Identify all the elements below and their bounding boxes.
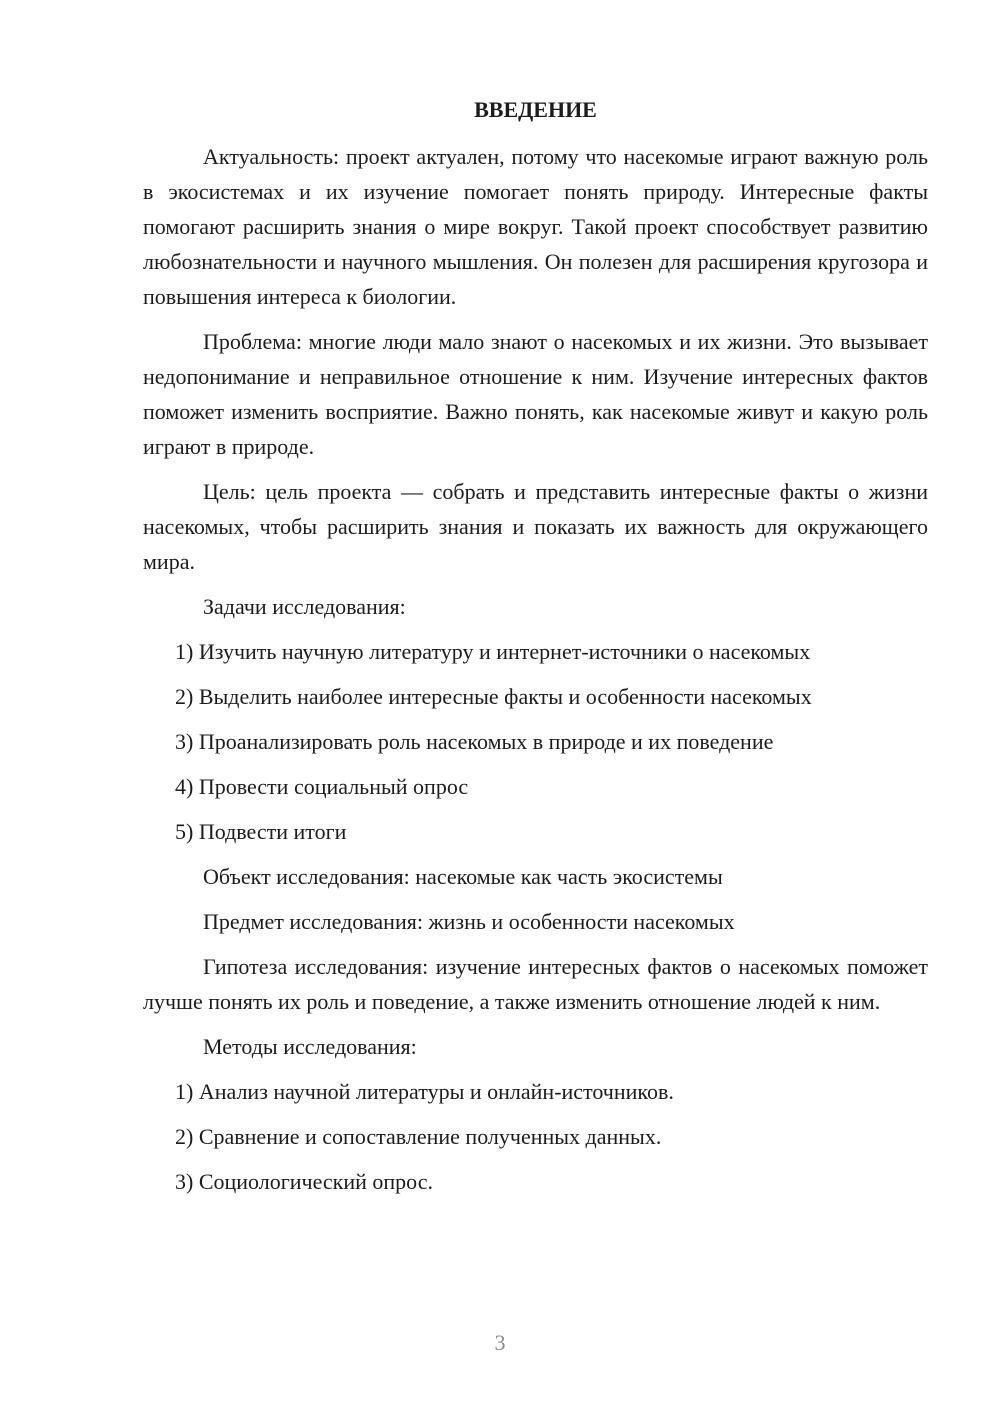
task-item: 3) Проанализировать роль насекомых в природе и их поведение	[175, 729, 774, 754]
task-item: 1) Изучить научную литературу и интернет-источники о насекомых	[175, 639, 811, 664]
page-number: 3	[494, 1330, 506, 1355]
task-item: 4) Провести социальный опрос	[175, 774, 469, 799]
research-object: Объект исследования: насекомые как часть экосистемы	[203, 864, 723, 889]
goal-paragraph: Цель: цель проекта — собрать и представить интересные факты о жизни насекомых, чтобы расширить знания и показать их важность для окружающего мира.	[143, 479, 928, 574]
section-heading: ВВЕДЕНИЕ	[474, 97, 597, 122]
method-item: 3) Социологический опрос.	[175, 1169, 433, 1194]
document-page	[143, 92, 928, 1209]
method-item: 1) Анализ научной литературы и онлайн-источников.	[175, 1079, 674, 1104]
tasks-title: Задачи исследования:	[203, 594, 406, 619]
hypothesis-paragraph: Гипотеза исследования: изучение интересных фактов о насекомых поможет лучше понять их роль и поведение, а также изменить отношение людей к ним.	[143, 954, 928, 1014]
task-item: 2) Выделить наиболее интересные факты и особенности насекомых	[175, 684, 812, 709]
methods-title: Методы исследования:	[203, 1034, 417, 1059]
methods-list	[143, 1074, 928, 1199]
method-item: 2) Сравнение и сопоставление полученных данных.	[175, 1124, 662, 1149]
tasks-list	[143, 634, 928, 849]
research-subject: Предмет исследования: жизнь и особенности насекомых	[203, 909, 735, 934]
relevance-paragraph: Актуальность: проект актуален, потому что насекомые играют важную роль в экосистемах и их изучение помогает понять природу. Интересные факты помогают расширить знания о мире вокруг. Такой проект способствует развитию любознательности и научного мышления. Он полезен для расширения кругозора и повышения интереса к биологии.	[143, 144, 928, 309]
task-item: 5) Подвести итоги	[175, 819, 347, 844]
problem-paragraph: Проблема: многие люди мало знают о насекомых и их жизни. Это вызывает недопонимание и неправильное отношение к ним. Изучение интересных фактов поможет изменить восприятие. Важно понять, как насекомые живут и какую роль играют в природе.	[143, 329, 928, 459]
